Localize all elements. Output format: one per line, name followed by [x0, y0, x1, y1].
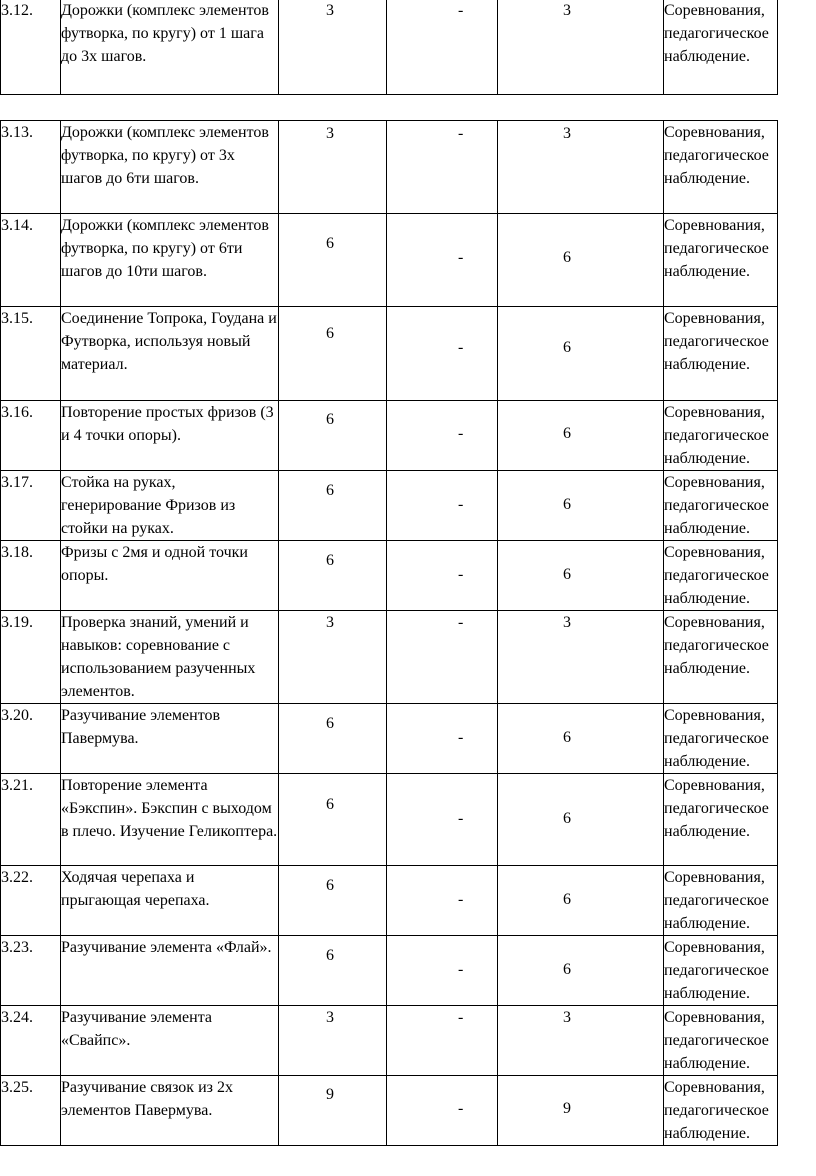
table-row [1, 1076, 778, 1146]
table-row [1, 401, 778, 471]
hours-theory-cell [387, 471, 498, 541]
hours-practice-value: 6 [563, 810, 571, 827]
hours-practice-value: 6 [563, 425, 571, 442]
hours-theory-value: - [458, 496, 464, 513]
hours-practice-cell [498, 1076, 664, 1146]
hours-theory-cell [387, 0, 498, 95]
hours-total-value: 3 [326, 1009, 334, 1026]
hours-theory-value: - [458, 1100, 464, 1117]
topic-cell: Стойка на руках, генерирование Фризов из стойки на руках. [61, 471, 279, 541]
hours-theory-value: - [458, 125, 464, 142]
table-row [1, 936, 778, 1006]
hours-practice-value: 6 [563, 339, 571, 356]
hours-practice-value: 3 [563, 2, 571, 19]
hours-practice-value: 6 [563, 566, 571, 583]
hours-total-cell [279, 541, 387, 611]
item-number: 3.14. [1, 214, 61, 307]
item-number: 3.24. [1, 1006, 61, 1076]
assessment-form: Соревнования, педагогическое наблюдение. [664, 936, 778, 1006]
hours-theory-value: - [458, 425, 464, 442]
hours-practice-cell [498, 0, 664, 95]
hours-practice-cell [498, 307, 664, 401]
assessment-form: Соревнования, педагогическое наблюдение. [664, 704, 778, 774]
hours-total-value: 6 [326, 947, 334, 964]
table-row [1, 214, 778, 307]
hours-practice-cell [498, 866, 664, 936]
hours-practice-cell [498, 541, 664, 611]
hours-total-value: 3 [326, 614, 334, 631]
item-number: 3.23. [1, 936, 61, 1006]
hours-total-cell [279, 1076, 387, 1146]
item-number: 3.21. [1, 774, 61, 866]
item-number: 3.22. [1, 866, 61, 936]
hours-practice-value: 6 [563, 496, 571, 513]
hours-practice-cell [498, 774, 664, 866]
hours-theory-cell [387, 936, 498, 1006]
hours-theory-cell [387, 401, 498, 471]
hours-practice-cell [498, 121, 664, 214]
hours-total-value: 6 [326, 715, 334, 732]
assessment-form: Соревнования, педагогическое наблюдение. [664, 1076, 778, 1146]
hours-theory-value: - [458, 1009, 464, 1026]
hours-total-value: 6 [326, 796, 334, 813]
hours-theory-value: - [458, 2, 464, 19]
assessment-form: Соревнования, педагогическое наблюдение. [664, 471, 778, 541]
topic-cell: Разучивание связок из 2х элементов Павермува. [61, 1076, 279, 1146]
hours-theory-cell [387, 541, 498, 611]
hours-theory-cell [387, 307, 498, 401]
program-table-top [0, 0, 778, 95]
hours-theory-cell [387, 214, 498, 307]
hours-practice-value: 6 [563, 729, 571, 746]
hours-practice-value: 6 [563, 249, 571, 266]
hours-theory-value: - [458, 614, 464, 631]
hours-total-value: 6 [326, 411, 334, 428]
topic-cell: Дорожки (комплекс элементов футворка, по кругу) от 1 шага до 3х шагов. [61, 0, 279, 95]
item-number: 3.19. [1, 611, 61, 704]
item-number: 3.12. [1, 0, 61, 95]
assessment-form: Соревнования, педагогическое наблюдение. [664, 611, 778, 704]
topic-cell: Ходячая черепаха и прыгающая черепаха. [61, 866, 279, 936]
hours-total-value: 3 [326, 2, 334, 19]
topic-cell: Соединение Топрока, Гоудана и Футворка, используя новый материал. [61, 307, 279, 401]
hours-theory-value: - [458, 566, 464, 583]
hours-total-cell [279, 936, 387, 1006]
hours-theory-value: - [458, 339, 464, 356]
hours-theory-cell [387, 121, 498, 214]
hours-practice-value: 3 [563, 125, 571, 142]
hours-theory-cell [387, 1006, 498, 1076]
table-row [1, 307, 778, 401]
assessment-form: Соревнования, педагогическое наблюдение. [664, 774, 778, 866]
hours-total-value: 6 [326, 235, 334, 252]
topic-cell: Повторение элемента «Бэкспин». Бэкспин с выходом в плечо. Изучение Геликоптера. [61, 774, 279, 866]
topic-cell: Разучивание элемента «Флай». [61, 936, 279, 1006]
hours-practice-cell [498, 936, 664, 1006]
table-row [1, 471, 778, 541]
topic-cell: Повторение простых фризов (3 и 4 точки опоры). [61, 401, 279, 471]
assessment-form: Соревнования, педагогическое наблюдение. [664, 401, 778, 471]
assessment-form: Соревнования, педагогическое наблюдение. [664, 121, 778, 214]
table-row [1, 1006, 778, 1076]
hours-theory-cell [387, 1076, 498, 1146]
hours-practice-cell [498, 401, 664, 471]
hours-total-value: 6 [326, 482, 334, 499]
hours-total-value: 9 [326, 1086, 334, 1103]
hours-theory-value: - [458, 961, 464, 978]
hours-total-cell [279, 774, 387, 866]
hours-theory-value: - [458, 729, 464, 746]
topic-cell: Фризы с 2мя и одной точки опоры. [61, 541, 279, 611]
table-row [1, 611, 778, 704]
item-number: 3.20. [1, 704, 61, 774]
program-table-main [0, 120, 778, 1146]
hours-theory-value: - [458, 810, 464, 827]
assessment-form: Соревнования, педагогическое наблюдение. [664, 1006, 778, 1076]
table-row [1, 121, 778, 214]
topic-cell: Дорожки (комплекс элементов футворка, по кругу) от 6ти шагов до 10ти шагов. [61, 214, 279, 307]
hours-theory-cell [387, 704, 498, 774]
hours-total-cell [279, 1006, 387, 1076]
hours-practice-value: 3 [563, 1009, 571, 1026]
hours-practice-cell [498, 471, 664, 541]
item-number: 3.16. [1, 401, 61, 471]
table-row [1, 541, 778, 611]
hours-total-cell [279, 401, 387, 471]
assessment-form: Соревнования, педагогическое наблюдение. [664, 541, 778, 611]
hours-total-cell [279, 0, 387, 95]
hours-theory-cell [387, 774, 498, 866]
hours-practice-value: 9 [563, 1100, 571, 1117]
hours-practice-cell [498, 214, 664, 307]
hours-practice-value: 6 [563, 891, 571, 908]
hours-total-cell [279, 704, 387, 774]
hours-total-value: 6 [326, 552, 334, 569]
hours-practice-value: 3 [563, 614, 571, 631]
assessment-form: Соревнования, педагогическое наблюдение. [664, 866, 778, 936]
hours-total-value: 3 [326, 125, 334, 142]
item-number: 3.13. [1, 121, 61, 214]
item-number: 3.15. [1, 307, 61, 401]
hours-total-cell [279, 214, 387, 307]
table-row [1, 866, 778, 936]
hours-total-value: 6 [326, 325, 334, 342]
hours-practice-cell [498, 704, 664, 774]
hours-total-cell [279, 611, 387, 704]
assessment-form: Соревнования, педагогическое наблюдение. [664, 214, 778, 307]
hours-total-cell [279, 121, 387, 214]
table-row [1, 0, 778, 95]
hours-total-cell [279, 866, 387, 936]
hours-practice-cell [498, 611, 664, 704]
hours-practice-value: 6 [563, 961, 571, 978]
hours-theory-value: - [458, 249, 464, 266]
table-row [1, 774, 778, 866]
item-number: 3.25. [1, 1076, 61, 1146]
hours-theory-cell [387, 866, 498, 936]
topic-cell: Разучивание элемента «Свайпс». [61, 1006, 279, 1076]
hours-total-value: 6 [326, 877, 334, 894]
assessment-form: Соревнования, педагогическое наблюдение. [664, 307, 778, 401]
item-number: 3.18. [1, 541, 61, 611]
topic-cell: Проверка знаний, умений и навыков: соревнование с использованием разученных элементов. [61, 611, 279, 704]
hours-theory-value: - [458, 891, 464, 908]
hours-total-cell [279, 471, 387, 541]
hours-practice-cell [498, 1006, 664, 1076]
hours-theory-cell [387, 611, 498, 704]
topic-cell: Разучивание элементов Павермува. [61, 704, 279, 774]
table-row [1, 704, 778, 774]
item-number: 3.17. [1, 471, 61, 541]
assessment-form: Соревнования, педагогическое наблюдение. [664, 0, 778, 95]
hours-total-cell [279, 307, 387, 401]
topic-cell: Дорожки (комплекс элементов футворка, по кругу) от 3х шагов до 6ти шагов. [61, 121, 279, 214]
